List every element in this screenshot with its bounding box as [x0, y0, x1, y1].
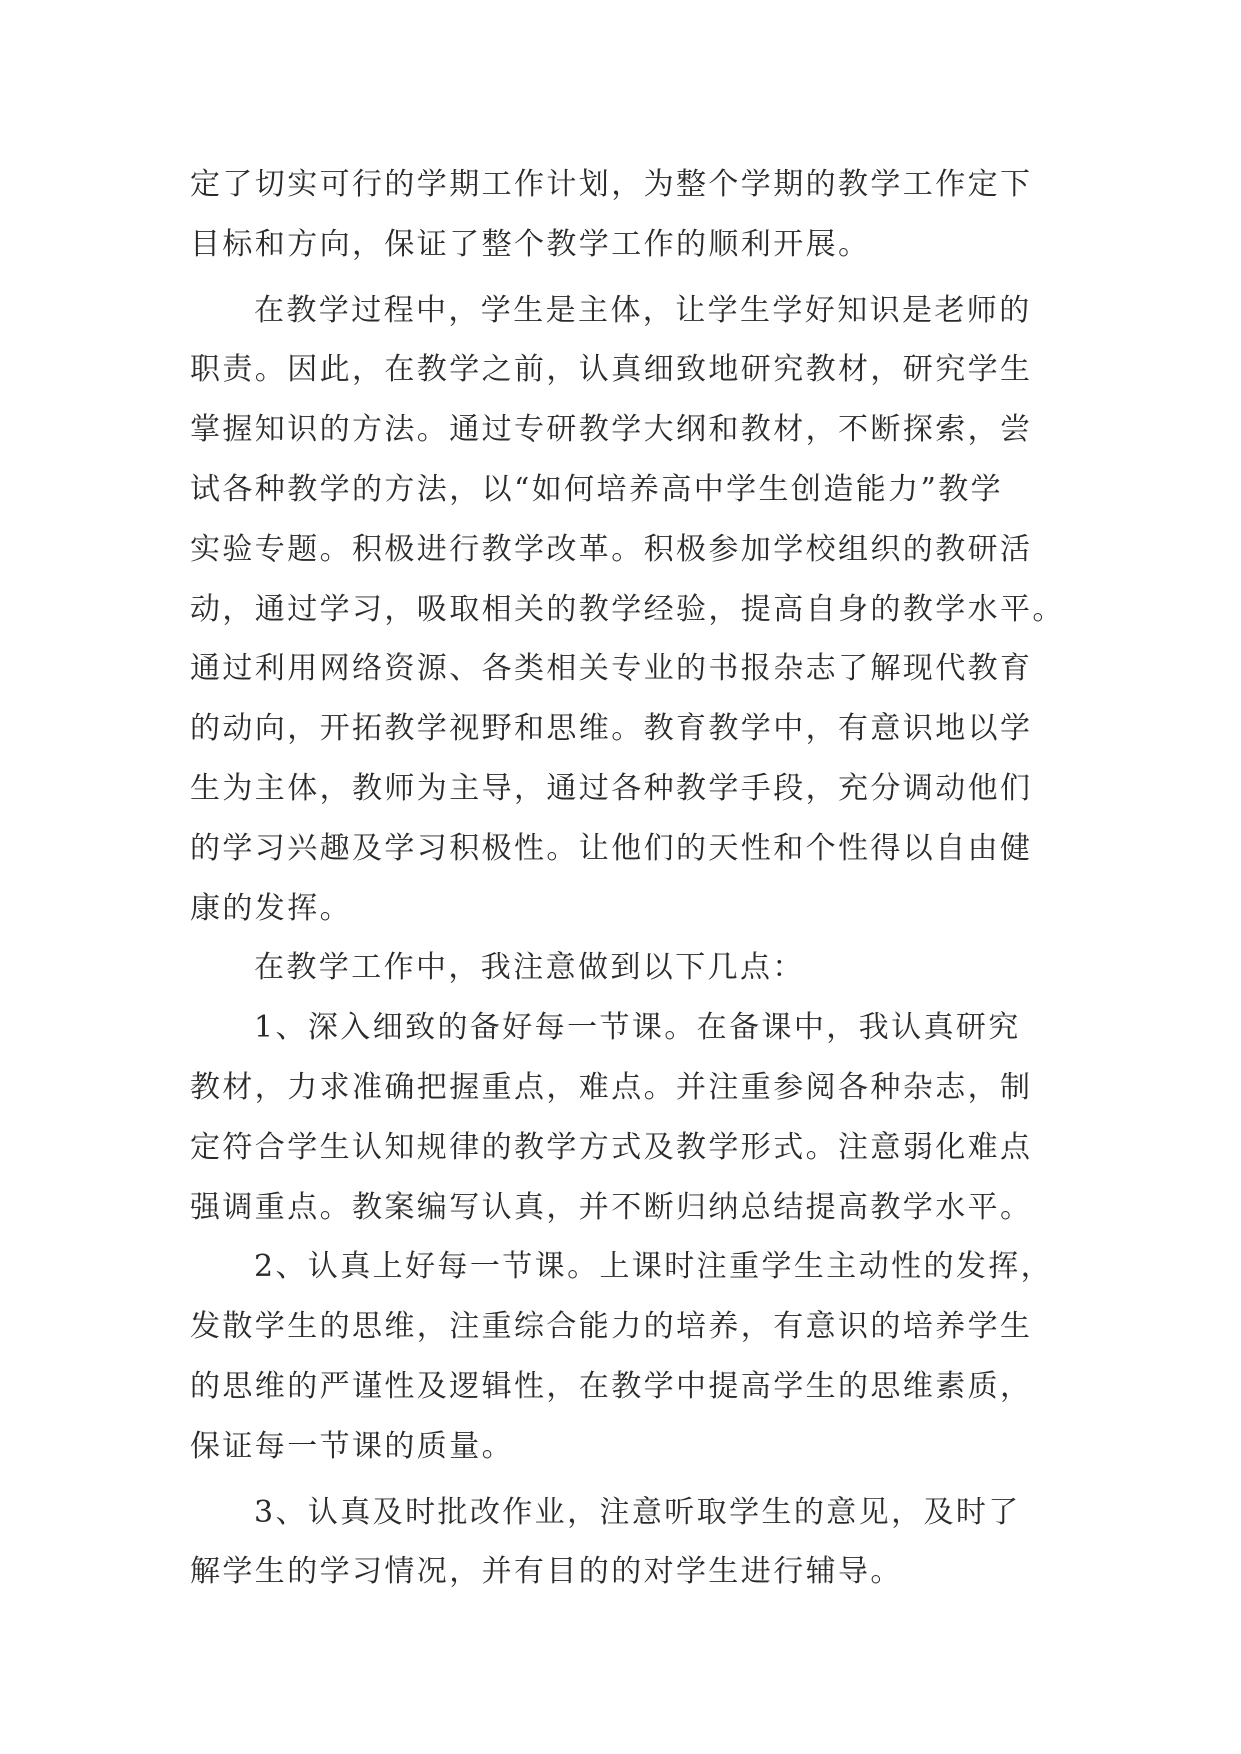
text-line: 教材，力求准确把握重点，难点。并注重参阅各种杂志，制 — [190, 1069, 1033, 1105]
text-line: 掌握知识的方法。通过专研教学大纲和教材，不断探索，尝 — [190, 412, 1033, 448]
text-line: 的思维的严谨性及逻辑性，在教学中提高学生的思维素质， — [190, 1368, 1033, 1404]
text-line: 目标和方向，保证了整个教学工作的顺利开展。 — [190, 226, 871, 262]
paragraph-point-2 — [190, 1237, 1060, 1476]
document-body — [190, 155, 1065, 1602]
text-line: 发散学生的思维，注重综合能力的培养，有意识的培养学生 — [190, 1309, 1033, 1345]
text-line: 生为主体，教师为主导，通过各种教学手段，充分调动他们 — [190, 770, 1033, 806]
text-line: 试各种教学的方法，以“如何培养高中学生创造能力”教学 — [190, 471, 1004, 507]
text-line: 解学生的学习情况，并有目的的对学生进行辅导。 — [190, 1554, 903, 1590]
paragraph-point-1 — [190, 998, 1060, 1237]
text-line: 1、深入细致的备好每一节课。在备课中，我认真研究 — [254, 1010, 1021, 1046]
text-line: 动，通过学习，吸取相关的教学经验，提高自身的教学水平。 — [190, 591, 1065, 627]
text-line: 的动向，开拓教学视野和思维。教育教学中，有意识地以学 — [190, 711, 1033, 747]
text-line: 保证每一节课的质量。 — [190, 1428, 514, 1464]
text-line: 职责。因此，在教学之前，认真细致地研究教材，研究学生 — [190, 352, 1033, 388]
text-line: 2、认真上好每一节课。上课时注重学生主动性的发挥， — [254, 1249, 1054, 1285]
text-line: 定符合学生认知规律的教学方式及教学形式。注意弱化难点 — [190, 1129, 1033, 1165]
text-line: 在教学工作中，我注意做到以下几点： — [254, 950, 805, 986]
text-line: 的学习兴趣及学习积极性。让他们的天性和个性得以自由健 — [190, 830, 1033, 866]
text-line: 实验专题。积极进行教学改革。积极参加学校组织的教研活 — [190, 531, 1033, 567]
text-line: 在教学过程中，学生是主体，让学生学好知识是老师的 — [254, 292, 1032, 328]
paragraph-plan-continuation — [190, 155, 1060, 275]
text-line: 通过利用网络资源、各类相关专业的书报杂志了解现代教育 — [190, 651, 1033, 687]
text-line: 强调重点。教案编写认真，并不断归纳总结提高教学水平。 — [190, 1189, 1033, 1225]
text-line: 康的发挥。 — [190, 890, 352, 926]
text-line: 定了切实可行的学期工作计划，为整个学期的教学工作定下 — [190, 167, 1033, 202]
paragraph-point-3 — [190, 1483, 1060, 1603]
text-line: 3、认真及时批改作业，注意听取学生的意见，及时了 — [254, 1494, 1021, 1530]
paragraph-teaching-process — [190, 281, 1065, 939]
paragraph-points-intro — [190, 938, 1060, 998]
